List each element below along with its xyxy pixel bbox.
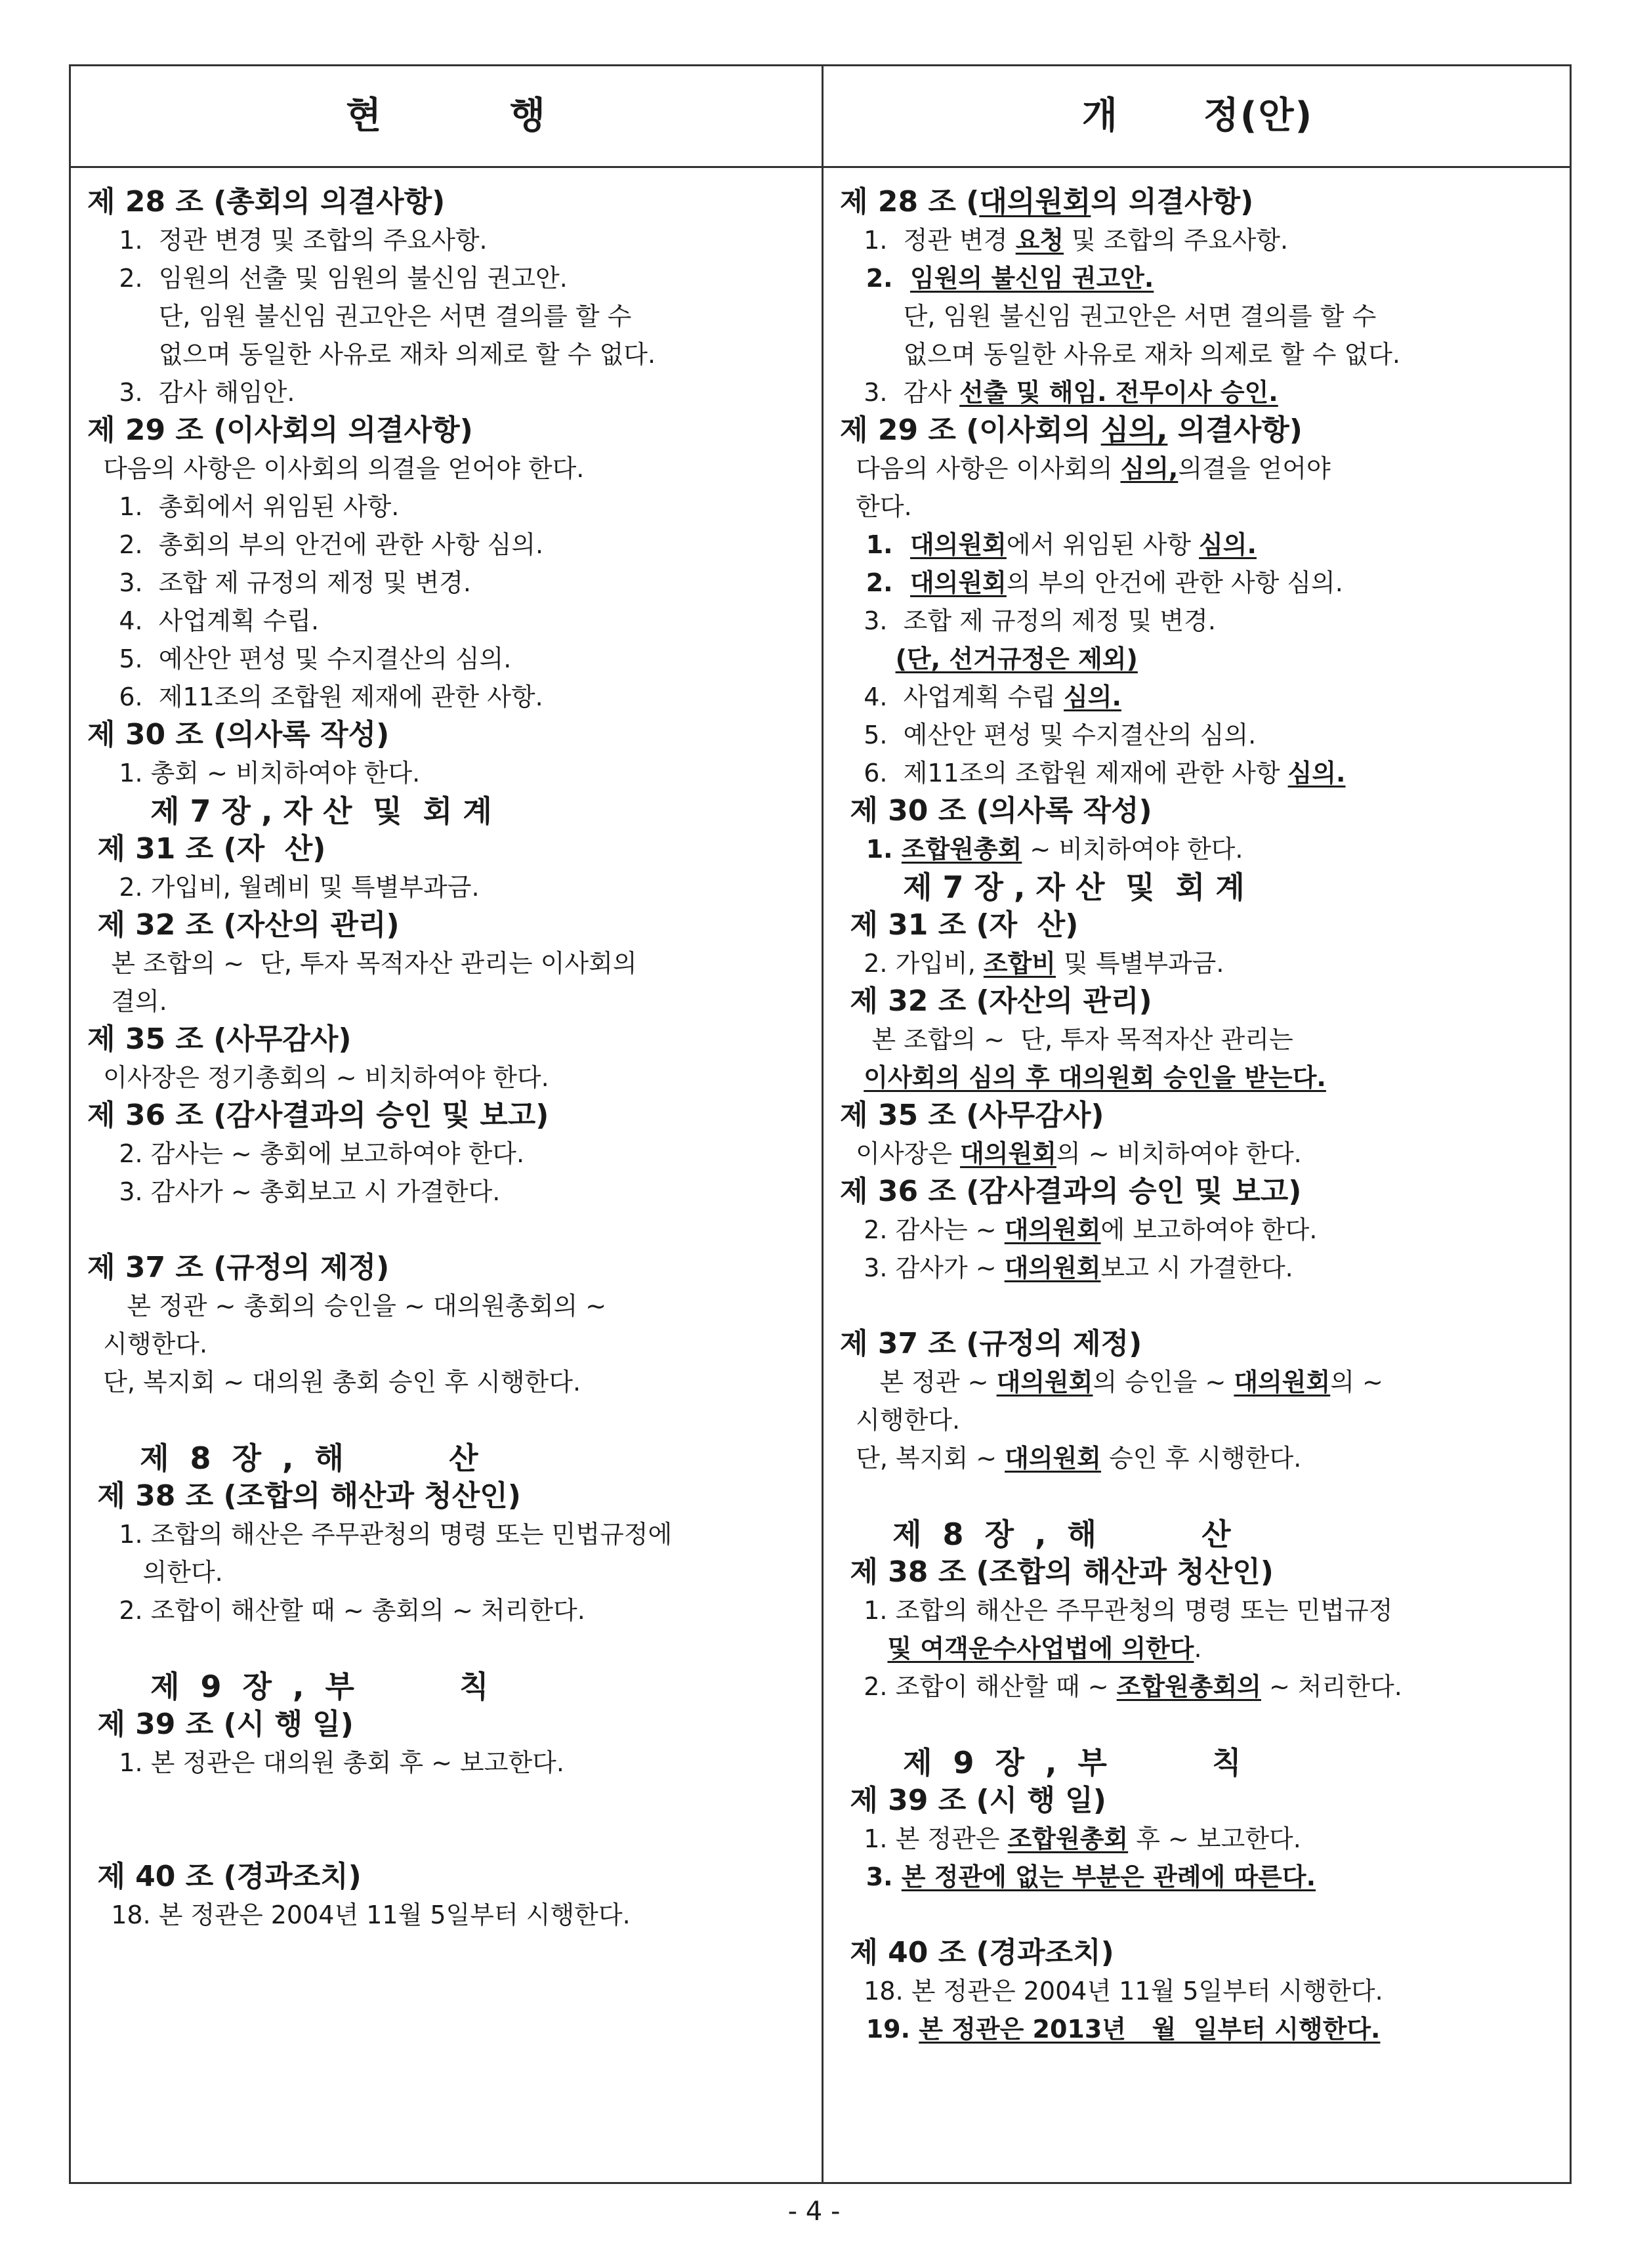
text-segment: 본 조합의 ~ 단, 투자 목적자산 관리는 xyxy=(840,1025,1293,1054)
article-title xyxy=(840,411,1562,450)
header-current: 현 행 xyxy=(346,94,547,137)
text-segment: 본 정관 ~ 총회의 승인을 ~ 대의원총회의 ~ xyxy=(87,1292,607,1320)
clause-line xyxy=(87,1591,809,1629)
clause-line xyxy=(840,678,1562,716)
amended-text: 심의. xyxy=(1287,759,1346,788)
text-segment: ~ 처리한다. xyxy=(1261,1672,1402,1701)
text-segment: 2. 임원의 선출 및 임원의 불신임 권고안. xyxy=(87,264,568,293)
article-title xyxy=(840,1097,1562,1135)
text-segment: 1. 본 정관은 대의원 총회 후 ~ 보고한다. xyxy=(87,1748,564,1777)
clause-line xyxy=(840,1211,1562,1249)
text-segment: 2. 감사는 ~ xyxy=(840,1215,1005,1244)
text-segment: 의 부의 안건에 관한 사항 심의. xyxy=(1006,568,1343,597)
text-segment: 제 28 조 ( xyxy=(840,185,980,219)
clause-line xyxy=(840,1439,1562,1477)
article-title xyxy=(840,1173,1562,1211)
clause-line xyxy=(87,259,809,297)
revised-column xyxy=(840,183,1562,2048)
text-segment: 제 40 조 (경과조치) xyxy=(840,1936,1114,1969)
clause-line xyxy=(87,526,809,564)
amended-text: 요청 xyxy=(1015,226,1064,255)
clause-line xyxy=(87,297,809,335)
text-segment: 제 7 장 , 자 산 및 회 계 xyxy=(840,870,1245,905)
text-segment xyxy=(840,1063,864,1092)
text-segment: 단, 임원 불신임 권고안은 서면 결의를 할 수 xyxy=(840,302,1377,331)
clause-line xyxy=(840,450,1562,488)
clause-line xyxy=(87,1744,809,1782)
clause-line xyxy=(87,640,809,678)
text-segment: 3. 감사 xyxy=(840,378,960,407)
clause-line xyxy=(840,1401,1562,1439)
amended-text: 대의원회 xyxy=(960,1139,1056,1168)
amended-text: 대의원회 xyxy=(910,530,1007,559)
article-title xyxy=(87,1249,809,1287)
text-segment: 1. 총회에서 위임된 사항. xyxy=(87,492,400,521)
text-segment: 제 35 조 (사무감사) xyxy=(840,1099,1104,1132)
text-segment: 제 39 조 (시 행 일) xyxy=(840,1784,1106,1817)
chapter-heading xyxy=(840,1515,1562,1553)
text-segment: 본 조합의 ~ 단, 투자 목적자산 관리는 이사회의 xyxy=(87,949,637,978)
text-segment xyxy=(840,1634,887,1663)
amended-text: 심의. xyxy=(1199,530,1257,559)
text-segment: 1. 정관 변경 및 조합의 주요사항. xyxy=(87,226,488,255)
amended-text: 선출 및 해임. 전무이사 승인. xyxy=(959,378,1278,407)
text-segment: 3. 조합 제 규정의 제정 및 변경. xyxy=(87,568,471,597)
clause-line xyxy=(840,564,1562,602)
text-segment: 제 30 조 (의사록 작성) xyxy=(840,794,1152,828)
clause-line xyxy=(87,1325,809,1363)
amended-text: 조합원총회 xyxy=(901,835,1022,864)
clause-line xyxy=(840,1820,1562,1858)
current-column xyxy=(87,183,809,1934)
text-segment: 제 31 조 (자 산) xyxy=(840,908,1079,942)
text-segment: 단, 복지회 ~ 대의원 총회 승인 후 시행한다. xyxy=(87,1368,581,1396)
text-segment: 제 29 조 (이사회의 의결사항) xyxy=(87,413,473,447)
text-segment: 의 ~ 비치하여야 한다. xyxy=(1056,1139,1302,1168)
amended-text: 조합비 xyxy=(983,949,1056,978)
text-segment: 1. 총회 ~ 비치하여야 한다. xyxy=(87,759,421,788)
text-segment: 보고 시 가결한다. xyxy=(1100,1253,1293,1282)
text-segment: 18. 본 정관은 2004년 11월 5일부터 시행한다. xyxy=(87,1900,631,1929)
clause-line xyxy=(840,1668,1562,1706)
clause-line xyxy=(840,1972,1562,2010)
text-segment: 및 조합의 주요사항. xyxy=(1064,226,1289,255)
article-title xyxy=(840,183,1562,221)
article-title xyxy=(87,183,809,221)
text-segment: 제 29 조 (이사회의 xyxy=(840,413,1101,447)
amended-text: 임원의 불신임 권고안. xyxy=(910,264,1154,293)
text-segment: 4. 사업계획 수립. xyxy=(87,606,320,635)
text-segment: 제 37 조 (규정의 제정) xyxy=(840,1327,1142,1360)
text-segment: 다음의 사항은 이사회의 의결을 얻어야 한다. xyxy=(87,454,585,483)
article-title xyxy=(87,716,809,754)
text-segment: 19. xyxy=(840,2015,919,2044)
article-title xyxy=(840,1782,1562,1820)
spacer xyxy=(840,1477,1562,1515)
amended-text: 심의, xyxy=(1120,454,1179,483)
text-segment: 2. 가입비, 월례비 및 특별부과금. xyxy=(87,873,480,902)
clause-line xyxy=(87,373,809,411)
article-title xyxy=(87,830,809,868)
spacer xyxy=(87,1629,809,1668)
amended-text: (단, 선거규정은 제외) xyxy=(895,644,1138,673)
text-segment: 에 보고하여야 한다. xyxy=(1100,1215,1318,1244)
text-segment: 2. xyxy=(840,568,911,597)
text-segment: 제 31 조 (자 산) xyxy=(87,832,326,866)
amended-text: 대의원회 xyxy=(1004,1253,1101,1282)
text-segment: 결의. xyxy=(87,987,167,1016)
text-segment: 3. 감사가 ~ xyxy=(840,1253,1005,1282)
text-segment: 제 39 조 (시 행 일) xyxy=(87,1708,354,1741)
clause-line xyxy=(840,297,1562,335)
text-segment: 제 40 조 (경과조치) xyxy=(87,1860,362,1893)
clause-line xyxy=(87,1363,809,1401)
amended-text: 대의원회 xyxy=(1004,1215,1101,1244)
clause-line xyxy=(87,1135,809,1173)
text-segment: 3. 감사가 ~ 총회보고 시 가결한다. xyxy=(87,1177,501,1206)
text-segment: 후 ~ 보고한다. xyxy=(1128,1824,1301,1853)
clause-line xyxy=(840,716,1562,754)
amended-text: 대의원회 xyxy=(979,185,1091,219)
article-title xyxy=(840,982,1562,1020)
spacer xyxy=(87,1782,809,1820)
text-segment: 단, 임원 불신임 권고안은 서면 결의를 할 수 xyxy=(87,302,632,331)
text-segment: 제 38 조 (조합의 해산과 청산인) xyxy=(840,1555,1274,1589)
text-segment: 이사장은 xyxy=(840,1139,961,1168)
clause-line xyxy=(87,602,809,640)
text-segment: 2. 조합이 해산할 때 ~ 총회의 ~ 처리한다. xyxy=(87,1596,585,1625)
amended-text: 이사회의 심의 후 대의원회 승인을 받는다. xyxy=(864,1063,1326,1092)
spacer xyxy=(840,1706,1562,1744)
text-segment: 의 ~ xyxy=(1330,1368,1383,1396)
text-segment: 3. 조합 제 규정의 제정 및 변경. xyxy=(840,606,1216,635)
text-segment: 2. 감사는 ~ 총회에 보고하여야 한다. xyxy=(87,1139,525,1168)
text-segment: 없으며 동일한 사유로 재차 의제로 할 수 없다. xyxy=(87,340,656,369)
text-segment: 의 승인을 ~ xyxy=(1093,1368,1234,1396)
clause-line xyxy=(840,335,1562,373)
amended-text: 대의원회 xyxy=(1005,1444,1101,1473)
amended-text: 본 정관은 2013년 월 일부터 시행한다. xyxy=(919,2015,1381,2044)
clause-line xyxy=(840,640,1562,678)
clause-line xyxy=(840,944,1562,982)
chapter-heading xyxy=(87,1668,809,1706)
text-segment: 본 정관 ~ xyxy=(840,1368,997,1396)
text-segment: 1. 본 정관은 xyxy=(840,1824,1008,1853)
clause-line xyxy=(840,1629,1562,1668)
amended-text: 심의. xyxy=(1064,682,1121,711)
text-segment: 의결을 얻어야 xyxy=(1178,454,1331,483)
text-segment: 제 28 조 (총회의 의결사항) xyxy=(87,185,446,219)
text-segment: 5. 예산안 편성 및 수지결산의 심의. xyxy=(840,721,1257,749)
text-segment: 에서 위임된 사항 xyxy=(1006,530,1200,559)
text-segment: 2. 가입비, xyxy=(840,949,984,978)
text-segment: 한다. xyxy=(840,492,912,521)
text-segment: 제 36 조 (감사결과의 승인 및 보고) xyxy=(840,1175,1302,1208)
clause-line xyxy=(840,1363,1562,1401)
page-number: - 4 - xyxy=(787,2196,841,2227)
article-title xyxy=(87,906,809,944)
text-segment: 1. 조합의 해산은 주무관청의 명령 또는 민법규정에 xyxy=(87,1520,673,1549)
article-title xyxy=(840,792,1562,830)
clause-line xyxy=(87,1896,809,1934)
clause-line xyxy=(87,1515,809,1553)
article-title xyxy=(840,1934,1562,1972)
text-segment: 1. 조합의 해산은 주무관청의 명령 또는 민법규정 xyxy=(840,1596,1393,1625)
text-segment: 6. 제11조의 조합원 제재에 관한 사항 xyxy=(840,759,1288,788)
spacer xyxy=(840,1287,1562,1325)
header-revised: 개 정(안) xyxy=(1081,94,1314,137)
amended-text: 대의원회 xyxy=(910,568,1007,597)
chapter-heading xyxy=(87,792,809,830)
text-segment: 다음의 사항은 이사회의 xyxy=(840,454,1121,483)
clause-line xyxy=(87,944,809,982)
text-segment: 4. 사업계획 수립 xyxy=(840,682,1064,711)
clause-line xyxy=(840,1059,1562,1097)
text-segment: 1. xyxy=(840,835,902,864)
text-segment: 단, 복지회 ~ xyxy=(840,1444,1005,1473)
text-segment: 1. xyxy=(840,530,911,559)
amended-text: 조합원총회 xyxy=(1007,1824,1129,1853)
text-segment: 제 32 조 (자산의 관리) xyxy=(87,908,400,942)
text-segment: 제 37 조 (규정의 제정) xyxy=(87,1251,390,1284)
article-title xyxy=(87,1706,809,1744)
text-segment xyxy=(840,644,896,673)
article-title xyxy=(840,1553,1562,1591)
chapter-heading xyxy=(87,1439,809,1477)
clause-line xyxy=(840,1249,1562,1287)
article-title xyxy=(840,906,1562,944)
clause-line xyxy=(87,1553,809,1591)
text-segment: 제 30 조 (의사록 작성) xyxy=(87,718,390,751)
spacer xyxy=(87,1401,809,1439)
text-segment: . xyxy=(1194,1634,1202,1663)
clause-line xyxy=(87,982,809,1020)
amended-text: 본 정관에 없는 부분은 관례에 따른다. xyxy=(901,1862,1316,1891)
amended-text: 대의원회 xyxy=(996,1368,1093,1396)
text-segment: 및 특별부과금. xyxy=(1055,949,1224,978)
text-segment: 제 32 조 (자산의 관리) xyxy=(840,984,1152,1018)
clause-line xyxy=(87,1059,809,1097)
clause-line xyxy=(87,564,809,602)
text-segment: 3. 감사 해임안. xyxy=(87,378,295,407)
clause-line xyxy=(87,1173,809,1211)
clause-line xyxy=(840,221,1562,259)
text-segment: 제 9 장 , 부 칙 xyxy=(840,1745,1242,1780)
amended-text: 대의원회 xyxy=(1234,1368,1331,1396)
text-segment: 5. 예산안 편성 및 수지결산의 심의. xyxy=(87,644,512,673)
text-segment: 2. 총회의 부의 안건에 관한 사항 심의. xyxy=(87,530,544,559)
article-title xyxy=(87,411,809,450)
text-segment: 2. 조합이 해산할 때 ~ xyxy=(840,1672,1117,1701)
text-segment: 18. 본 정관은 2004년 11월 5일부터 시행한다. xyxy=(840,1977,1383,2006)
clause-line xyxy=(840,830,1562,868)
text-segment: 의한다. xyxy=(87,1558,223,1587)
article-title xyxy=(87,1020,809,1059)
text-segment: 3. xyxy=(840,1862,902,1891)
clause-line xyxy=(87,868,809,906)
clause-line xyxy=(87,450,809,488)
chapter-heading xyxy=(840,1744,1562,1782)
clause-line xyxy=(840,1135,1562,1173)
text-segment: 제 8 장 , 해 산 xyxy=(87,1440,478,1476)
clause-line xyxy=(840,1858,1562,1896)
clause-line xyxy=(840,602,1562,640)
clause-line xyxy=(87,1287,809,1325)
clause-line xyxy=(840,2010,1562,2048)
clause-line xyxy=(87,335,809,373)
chapter-heading xyxy=(840,868,1562,906)
clause-line xyxy=(87,754,809,792)
clause-line xyxy=(840,754,1562,792)
text-segment: 제 35 조 (사무감사) xyxy=(87,1022,352,1056)
column-divider xyxy=(822,66,824,2182)
clause-line xyxy=(840,259,1562,297)
text-segment: 이사장은 정기총회의 ~ 비치하여야 한다. xyxy=(87,1063,549,1092)
article-title xyxy=(87,1477,809,1515)
article-title xyxy=(87,1858,809,1896)
text-segment: 2. xyxy=(840,264,911,293)
text-segment: 승인 후 시행한다. xyxy=(1101,1444,1302,1473)
spacer xyxy=(87,1211,809,1249)
clause-line xyxy=(87,221,809,259)
amended-text: 및 여객운수사업법에 의한다 xyxy=(887,1634,1194,1663)
text-segment: 의 의결사항) xyxy=(1091,185,1254,219)
clause-line xyxy=(840,1020,1562,1059)
clause-line xyxy=(840,1591,1562,1629)
text-segment: 의결사항) xyxy=(1167,413,1303,447)
amended-text: 조합원총회의 xyxy=(1116,1672,1261,1701)
text-segment: 시행한다. xyxy=(840,1406,961,1435)
article-title xyxy=(87,1097,809,1135)
text-segment: 제 8 장 , 해 산 xyxy=(840,1517,1231,1552)
text-segment: 시행한다. xyxy=(87,1330,208,1358)
text-segment: 제 38 조 (조합의 해산과 청산인) xyxy=(87,1479,521,1513)
table-header xyxy=(71,66,1570,168)
article-title xyxy=(840,1325,1562,1363)
amended-text: 심의, xyxy=(1100,413,1168,447)
clause-line xyxy=(87,678,809,716)
text-segment: 제 7 장 , 자 산 및 회 계 xyxy=(87,793,492,829)
clause-line xyxy=(840,373,1562,411)
text-segment: 6. 제11조의 조합원 제재에 관한 사항. xyxy=(87,682,543,711)
clause-line xyxy=(87,488,809,526)
comparison-table xyxy=(69,64,1572,2184)
clause-line xyxy=(840,526,1562,564)
text-segment: 없으며 동일한 사유로 재차 의제로 할 수 없다. xyxy=(840,340,1401,369)
spacer xyxy=(87,1820,809,1858)
text-segment: 1. 정관 변경 xyxy=(840,226,1016,255)
spacer xyxy=(840,1896,1562,1934)
text-segment: 제 9 장 , 부 칙 xyxy=(87,1669,489,1704)
clause-line xyxy=(840,488,1562,526)
text-segment: ~ 비치하여야 한다. xyxy=(1022,835,1243,864)
text-segment: 제 36 조 (감사결과의 승인 및 보고) xyxy=(87,1099,549,1132)
